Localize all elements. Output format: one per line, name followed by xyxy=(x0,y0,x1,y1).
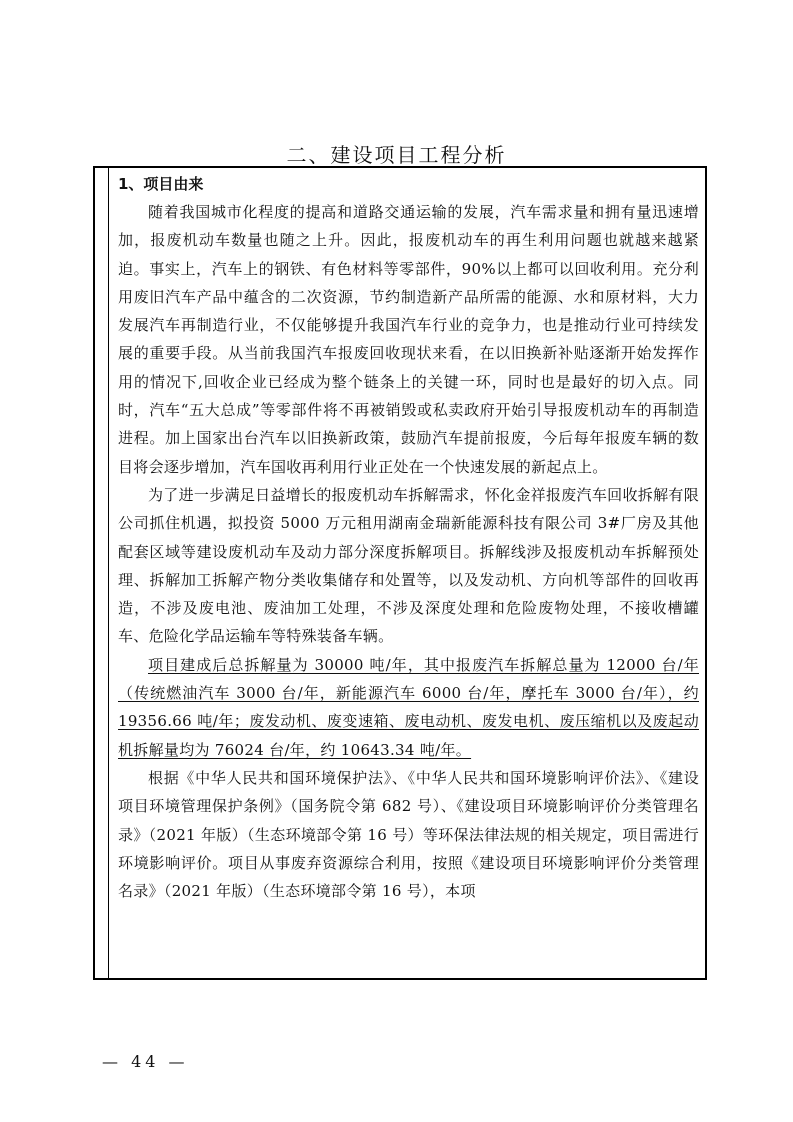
paragraph-capacity: 项目建成后总拆解量为 30000 吨/年，其中报废汽车拆解总量为 12000 台/年（传统燃油汽车 3000 台/年，新能源汽车 6000 台/年，摩托车 3000 台/年），约 19356.66 吨/年；废发动机、废变速箱、废电动机、废发电机、废压缩机以及废起动机拆解量均为 76024 台/年，约 10643.34 吨/年。 xyxy=(118,655,699,759)
paragraph-regulations: 根据《中华人民共和国环境保护法》、《中华人民共和国环境影响评价法》、《建设项目环境管理保护条例》（国务院令第 682 号）、《建设项目环境影响评价分类管理名录》（2021 年版）（生态环境部令第 16 号）等环保法律法规的相关规定，项目需进行环境影响评价。项目从事废弃资源综合利用，按照《建设项目环境影响评价分类管理名录》（2021 年版）（生态环境部令第 16 号），本项 xyxy=(118,768,699,901)
paragraph-project-intro: 为了进一步满足日益增长的报废机动车拆解需求，怀化金祥报废汽车回收拆解有限公司抓住机遇，拟投资 5000 万元租用湖南金瑞新能源科技有限公司 3#厂房及其他配套区域等建设废机动车及动力部分深度拆解项目。拆解线涉及报废机动车拆解预处理、拆解加工拆解产物分类收集储存和处置等，以及发动机、方向机等部件的回收再造，不涉及废电池、废油加工处理，不涉及深度处理和危险废物处理，不接收槽罐车、危险化学品运输车等特殊装备车辆。 xyxy=(118,485,699,646)
content-table xyxy=(93,166,707,980)
paragraph-background: 随着我国城市化程度的提高和道路交通运输的发展，汽车需求量和拥有量迅速增加，报废机动车数量也随之上升。因此，报废机动车的再生利用问题也就越来越紧迫。事实上，汽车上的钢铁、有色材料等零部件，90%以上都可以回收利用。充分利用废旧汽车产品中蕴含的二次资源，节约制造新产品所需的能源、水和原材料，大力发展汽车再制造行业，不仅能够提升我国汽车行业的竞争力，也是推动行业可持续发展的重要手段。从当前我国汽车报废回收现状来看，在以旧换新补贴逐渐开始发挥作用的情况下,回收企业已经成为整个链条上的关键一环，同时也是最好的切入点。同时，汽车“五大总成”等零部件将不再被销毁或私卖政府开始引导报废机动车的再制造进程。加上国家出台汽车以旧换新政策，鼓励汽车提前报废，今后每年报废车辆的数目将会逐步增加，汽车国收再利用行业正处在一个快速发展的新起点上。 xyxy=(118,203,699,476)
page-number: — 44 — xyxy=(102,1052,189,1071)
section-title: 二、建设项目工程分析 xyxy=(286,143,507,167)
table-cell-content xyxy=(118,170,699,905)
table-column-divider xyxy=(108,168,109,978)
subsection-heading: 1、项目由来 xyxy=(118,175,204,193)
